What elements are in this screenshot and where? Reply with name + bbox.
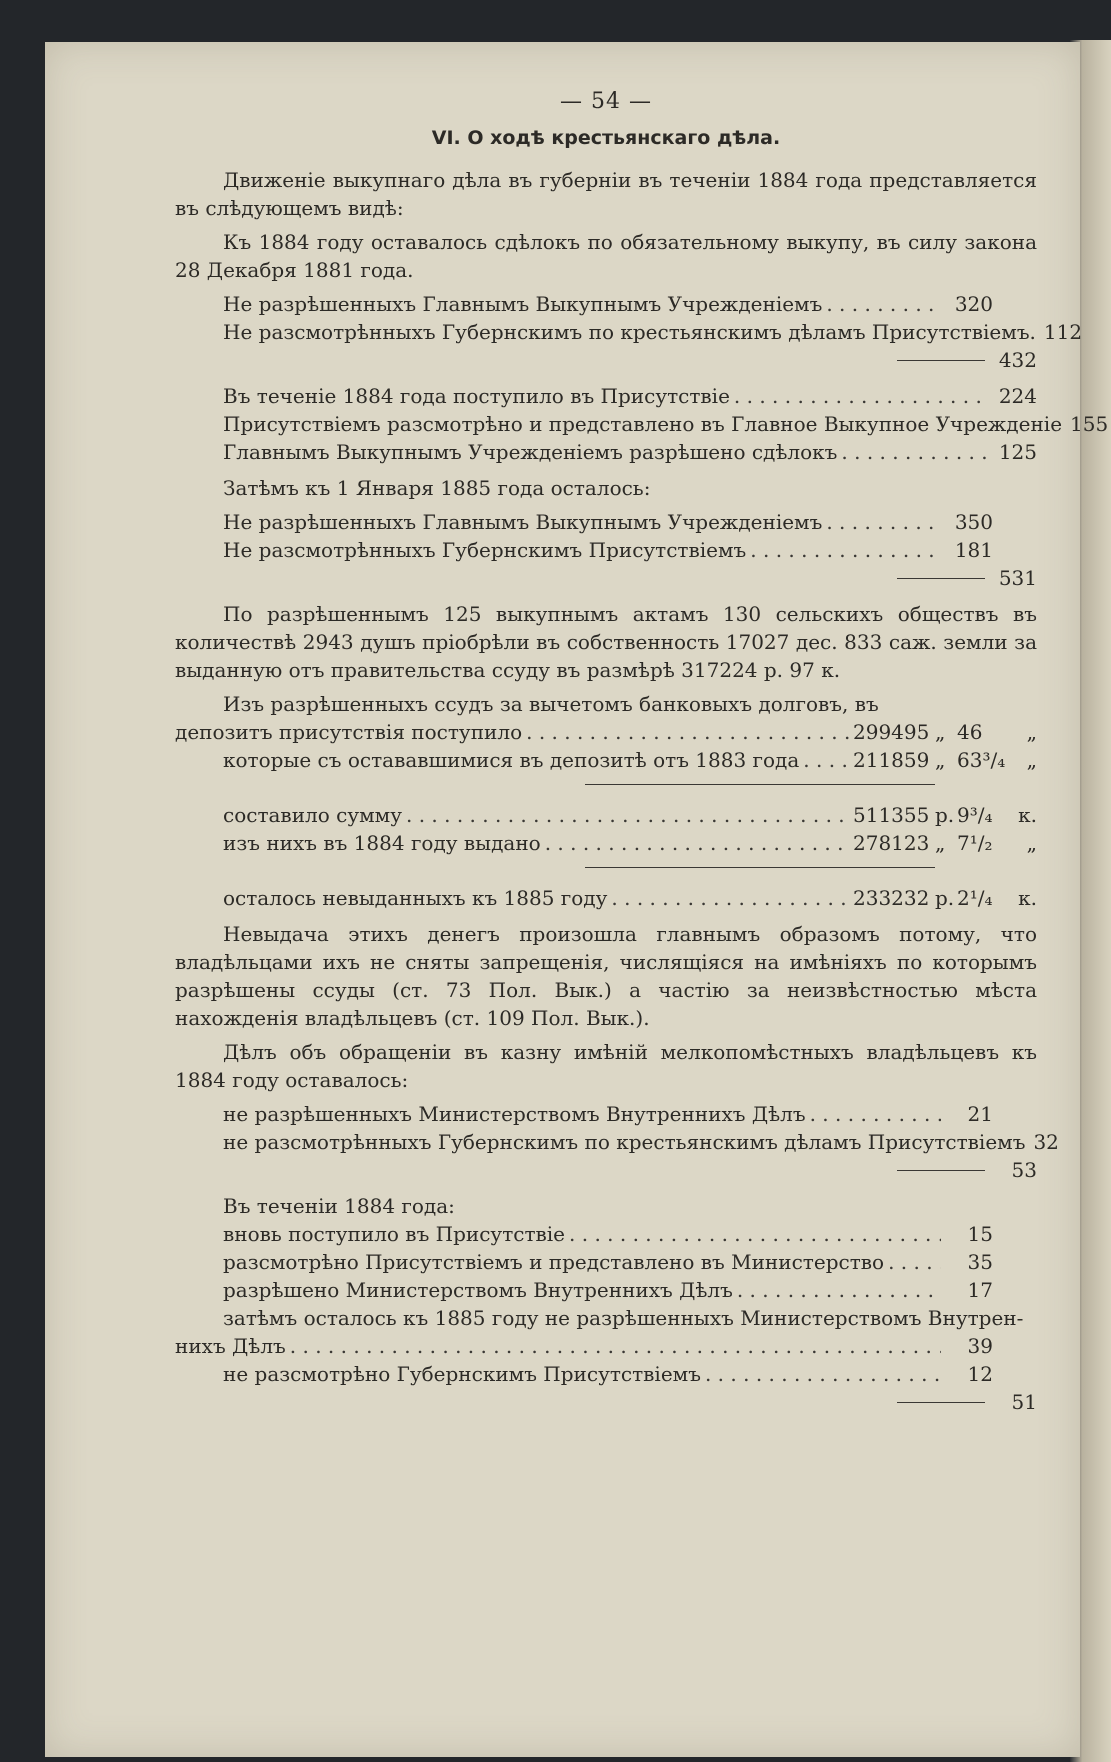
- ledger-row: не разрѣшенныхъ Министерствомъ Внутреннихъ Дѣлъ . . . 21: [175, 1100, 1037, 1128]
- paragraph-estates: Дѣлъ объ обращеніи въ казну имѣній мелкопомѣстныхъ владѣльцевъ къ 1884 году оставалось:: [175, 1040, 1037, 1092]
- subtotal-line: 531: [175, 564, 1037, 592]
- ledger-row: Не разрѣшенныхъ Главнымъ Выкупнымъ Учрежденіемъ . . . 350: [175, 508, 1037, 536]
- money-row: составило сумму . . . 511355 р. 9³/₄ к.: [175, 801, 1037, 829]
- remaining-intro: Затѣмъ къ 1 Января 1885 года осталось:: [223, 476, 651, 500]
- money-row: депозитъ присутствія поступило . . . 299495 „ 46 „: [175, 718, 1037, 746]
- money-row: которые съ остававшимися въ депозитѣ отъ 1883 года . . . 211859 „ 63³/₄ „: [175, 746, 1037, 774]
- ledger-row: нихъ Дѣлъ . . . 39: [175, 1332, 1037, 1360]
- ledger-row: Въ теченіе 1884 года поступило въ Присутствіе . . . 224: [175, 382, 1037, 410]
- money-row: изъ нихъ въ 1884 году выдано . . . 278123 „ 7¹/₂ „: [175, 829, 1037, 857]
- ledger-row: Главнымъ Выкупнымъ Учрежденіемъ разрѣшено сдѣлокъ . . . 125: [175, 438, 1037, 466]
- paragraph-loans: По разрѣшеннымъ 125 выкупнымъ актамъ 130 сельскихъ обществъ въ количествѣ 2943 душъ пріобрѣли въ собственность 17027 дес. 833 саж. земли за выданную отъ правительства ссуду въ размѣрѣ 317224 р. 97 к.: [175, 602, 1037, 682]
- section-heading: VI. О ходѣ крестьянскаго дѣла.: [431, 127, 781, 149]
- ledger-row: не разсмотрѣно Губернскимъ Присутствіемъ . . . 12: [175, 1360, 1037, 1388]
- ledger-row: вновь поступило въ Присутствіе . . . 15: [175, 1220, 1037, 1248]
- paragraph-deals-1884: Къ 1884 году оставалось сдѣлокъ по обязательному выкупу, въ силу закона 28 Декабря 1881 года.: [175, 230, 1037, 282]
- paragraph-nonpayment: Невыдача этихъ денегъ произошла главнымъ образомъ потому, что владѣльцами ихъ не сняты запрещенія, числящіяся на имѣніяхъ по которымъ разрѣшены ссуды (ст. 73 Пол. Вык.) а частію за неизвѣстностью мѣста нахожденія владѣльцевъ (ст. 109 Пол. Вык.).: [175, 922, 1037, 1030]
- ledger-row: Не разсмотрѣнныхъ Губернскимъ по крестьянскимъ дѣламъ Присутствіемъ. 112: [223, 320, 1083, 344]
- sum-rule: [585, 784, 935, 785]
- sum-rule: [585, 867, 935, 868]
- subtotal-line: 432: [175, 346, 1037, 374]
- subtotal-line: 53: [175, 1156, 1037, 1184]
- ledger-row: Присутствіемъ разсмотрѣно и представлено въ Главное Выкупное Учрежденіе 155: [223, 412, 1109, 436]
- page-content: [175, 88, 1109, 1416]
- ledger-row-wrapped: затѣмъ осталось къ 1885 году не разрѣшенныхъ Министерствомъ Внутрен-: [223, 1306, 1024, 1330]
- during-heading: Въ теченіи 1884 года:: [223, 1194, 455, 1218]
- ledger-row: разрѣшено Министерствомъ Внутреннихъ Дѣлъ . . . 17: [175, 1276, 1037, 1304]
- ledger-row: Не разрѣшенныхъ Главнымъ Выкупнымъ Учрежденіемъ . . . 320: [175, 290, 1037, 318]
- ledger-row: Не разсмотрѣнныхъ Губернскимъ Присутствіемъ . . . 181: [175, 536, 1037, 564]
- ledger-row: не разсмотрѣнныхъ Губернскимъ по крестьянскимъ дѣламъ Присутствіемъ 32: [223, 1130, 1059, 1154]
- page-number: — 54 —: [560, 89, 652, 114]
- ledger-row: разсмотрѣно Присутствіемъ и представлено въ Министерство . . . 35: [175, 1248, 1037, 1276]
- money-row: осталось невыданныхъ къ 1885 году . . . 233232 р. 2¹/₄ к.: [175, 884, 1037, 912]
- paragraph-deposits: Изъ разрѣшенныхъ ссудъ за вычетомъ банковыхъ долговъ, въ: [223, 692, 879, 716]
- intro-paragraph: Движеніе выкупнаго дѣла въ губерніи въ теченіи 1884 года представляется въ слѣдующемъ видѣ:: [175, 168, 1037, 220]
- subtotal-line: 51: [175, 1388, 1037, 1416]
